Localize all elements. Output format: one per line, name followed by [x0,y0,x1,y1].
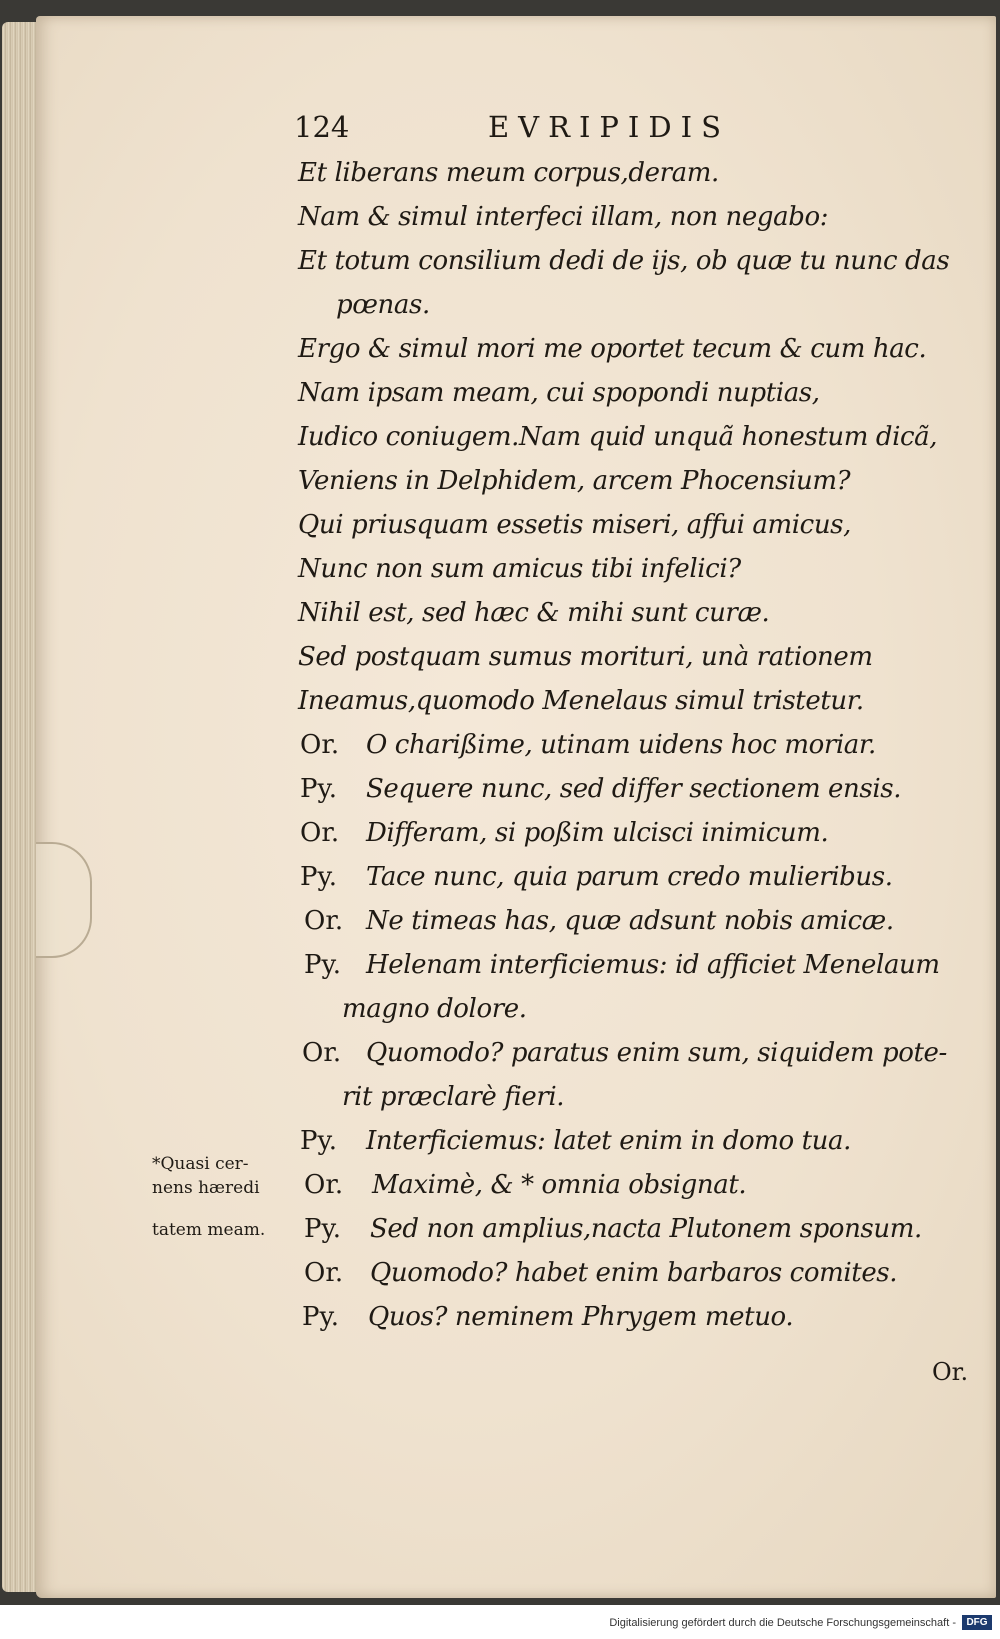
margin-note-line: tatem meam. [152,1220,266,1240]
text-line: Qui priusquam essetis miseri, affui amicus, [298,510,851,540]
speaker-label: Py. [304,1214,341,1244]
dialogue-line: Sequere nunc, sed differ sectionem ensis. [366,774,902,804]
dfg-logo: DFG [962,1615,992,1630]
footer-credit: Digitalisierung gefördert durch die Deutsche Forschungsgemeinschaft - [609,1617,956,1629]
text-line: pœnas. [336,290,430,320]
text-line: Nihil est, sed hæc & mihi sunt curæ. [298,598,770,628]
dialogue-line: Quomodo? habet enim barbaros comites. [370,1258,898,1288]
text-line: Sed postquam sumus morituri, unà rationem [298,642,873,672]
dialogue-continuation: rit præclarè fieri. [342,1082,565,1112]
speaker-label: Or. [300,730,340,760]
digitization-footer [0,1605,1000,1639]
dialogue-line: Quomodo? paratus enim sum, siquidem pote- [366,1038,947,1068]
text-line: Et totum consilium dedi de ijs, ob quæ tu nunc das [298,246,950,276]
dialogue-line: Tace nunc, quia parum credo mulieribus. [366,862,893,892]
book-page [36,16,996,1598]
text-line: Veniens in Delphidem, arcem Phocensium? [298,466,851,496]
speaker-label: Py. [300,774,337,804]
speaker-label: Or. [304,1170,344,1200]
text-line: Nam & simul interfeci illam, non negabo: [298,202,829,232]
speaker-label: Py. [304,950,341,980]
speaker-label: Py. [300,862,337,892]
speaker-label: Or. [304,906,344,936]
margin-note-line: *Quasi cer- [152,1154,249,1174]
dialogue-line: Helenam interficiemus: id afficiet Menelaum [366,950,940,980]
catchword: Or. [932,1358,969,1386]
text-line: Ergo & simul mori me oportet tecum & cum hac. [298,334,927,364]
dialogue-continuation: magno dolore. [342,994,527,1024]
page-number: 124 [294,110,350,144]
dialogue-line: Maximè, & * omnia obsignat. [372,1170,747,1200]
text-line: Nam ipsam meam, cui spopondi nuptias, [298,378,820,408]
speaker-label: Or. [300,818,340,848]
speaker-label: Py. [302,1302,339,1332]
binding-strap [36,842,92,958]
text-line: Iudico coniugem.Nam quid unquã honestum dicã, [298,422,938,452]
dialogue-line: Ne timeas has, quæ adsunt nobis amicæ. [366,906,894,936]
text-line: Ineamus,quomodo Menelaus simul tristetur. [298,686,864,716]
dialogue-line: O charißime, utinam uidens hoc moriar. [366,730,876,760]
speaker-label: Or. [302,1038,342,1068]
speaker-label: Py. [300,1126,337,1156]
speaker-label: Or. [304,1258,344,1288]
dialogue-line: Sed non amplius,nacta Plutonem sponsum. [370,1214,922,1244]
margin-note-line: nens hæredi [152,1178,260,1198]
running-title: EVRIPIDIS [488,110,730,144]
dialogue-line: Interficiemus: latet enim in domo tua. [366,1126,851,1156]
dialogue-line: Differam, si poßim ulcisci inimicum. [366,818,829,848]
dialogue-line: Quos? neminem Phrygem metuo. [368,1302,794,1332]
text-line: Et liberans meum corpus,deram. [298,158,719,188]
text-line: Nunc non sum amicus tibi infelici? [298,554,741,584]
